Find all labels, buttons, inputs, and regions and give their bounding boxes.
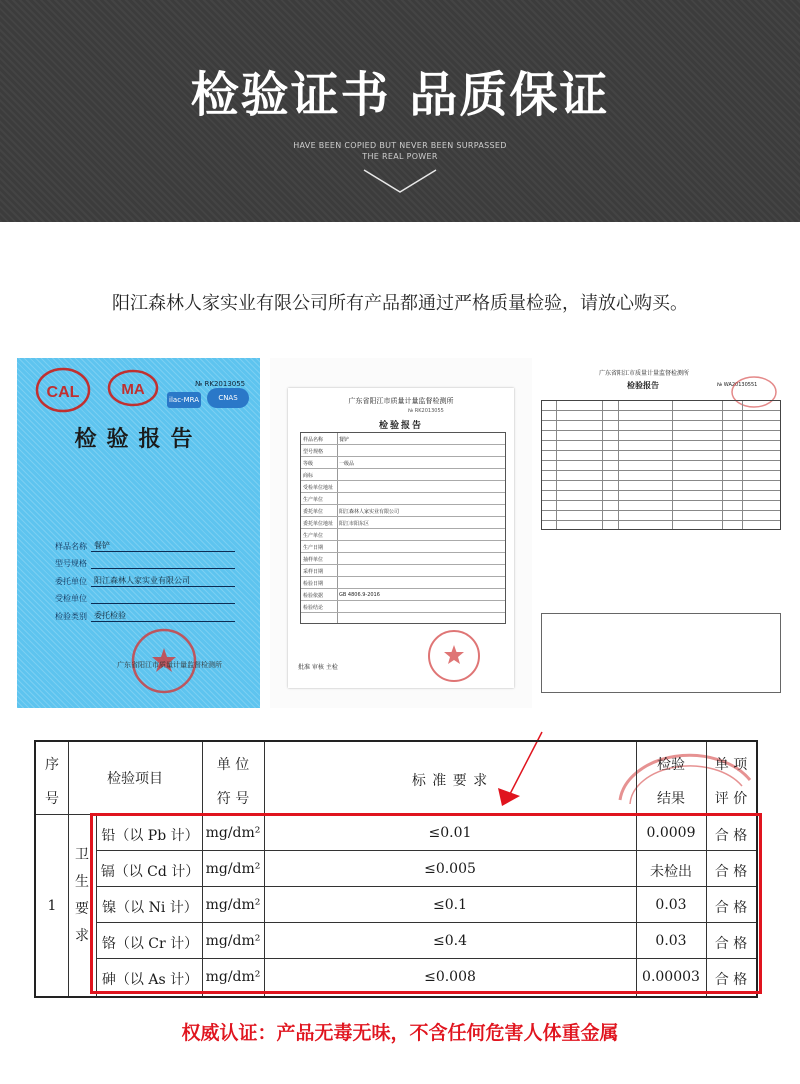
- header-verdict: 单 项 评 价: [714, 757, 748, 807]
- report-row: 检验结论: [301, 601, 505, 613]
- cal-badge-icon: [35, 366, 91, 418]
- certificate-results-page: [539, 358, 784, 708]
- header-banner: [0, 0, 800, 222]
- report-field: 样品名称 餐铲: [55, 534, 235, 552]
- report-row: 检验依据 GB 4806.9-2016: [301, 589, 505, 601]
- inspection-table: 序 号 检验项目 单 位 符 号 标 准 要 求 检验 结果 单 项 评 价 1 卫 生 要 求 铅（以 Pb 计） mg/dm² ≤0.01 0.0009 合 格 镉（以 Cd 计） mg/dm² ≤0.005 未检出 合 格 镍（以 Ni 计） mg/dm² ≤0.1 0.03 合 格 铬（以 Cr 计） mg/dm² ≤0.4 0.03 合 格 砷（以 As 计） mg/dm² ≤0.008 0.00003 合 格: [34, 740, 758, 998]
- report-fields: [55, 534, 235, 622]
- header-result: 检验 结果: [657, 757, 685, 807]
- banner-subtitle-line1: HAVE BEEN COPIED BUT NEVER BEEN SURPASSED: [293, 141, 507, 150]
- cma-badge-icon: [105, 364, 161, 416]
- report-card: [288, 388, 514, 688]
- report-row: 检验日期: [301, 577, 505, 589]
- header-item: 检验项目: [107, 771, 163, 787]
- report-org: 广东省阳江市质量计量监督检测所: [348, 397, 454, 405]
- highlight-box: [90, 813, 762, 994]
- report-title: 检验报告: [627, 381, 659, 390]
- report-org: 广东省阳江市质量计量监督检测所: [599, 370, 690, 377]
- ilac-mark: ilac-MRA: [167, 392, 201, 408]
- cnas-mark: CNAS: [207, 388, 249, 408]
- report-field: 受检单位: [55, 587, 235, 605]
- report-row: 抽样单位: [301, 553, 505, 565]
- group-label: 卫 生 要 求: [75, 847, 89, 944]
- group-number: 1: [47, 898, 57, 914]
- header-unit: 单 位 符 号: [216, 757, 250, 807]
- report-row: 等级 一级品: [301, 457, 505, 469]
- report-row: 委托单位 阳江森林人家实业有限公司: [301, 505, 505, 517]
- banner-title: 检验证书 品质保证: [190, 67, 610, 123]
- report-row: 样品名称 餐铲: [301, 433, 505, 445]
- certificate-report-page: [270, 358, 532, 708]
- footer-claim: 权威认证：产品无毒无味，不含任何危害人体重金属: [181, 1022, 619, 1044]
- cma-badge-text: MA: [121, 381, 145, 398]
- banner-subtitle-line2: THE REAL POWER: [362, 152, 438, 161]
- header-standard: 标 准 要 求: [411, 773, 489, 789]
- report-row: 委托单位地址 阳江市阳东区: [301, 517, 505, 529]
- report-row: 型号规格: [301, 445, 505, 457]
- seal-stamp-icon: [426, 628, 482, 684]
- remarks-box: [541, 613, 781, 693]
- report-row: 生产日期: [301, 541, 505, 553]
- report-title: 检验报告: [378, 421, 423, 431]
- report-number: № RK2013055: [408, 408, 444, 414]
- chevron-down-icon: [362, 166, 438, 196]
- report-field: 委托单位 阳江森林人家实业有限公司: [55, 569, 235, 587]
- report-title: 检验报告: [74, 427, 203, 452]
- certificate-blue-cover: [17, 358, 260, 708]
- results-table-thumbnail: [541, 400, 781, 530]
- header-seq: 序 号: [45, 757, 59, 807]
- report-field: 检验类别 委托检验: [55, 604, 235, 622]
- issuer-text: 广东省阳江市质量计量监督检测所: [117, 661, 222, 669]
- report-number: № WA20130551: [717, 382, 758, 388]
- report-grid: [300, 432, 506, 624]
- report-field: 型号规格: [55, 552, 235, 570]
- report-row: 生产单位: [301, 529, 505, 541]
- report-number: № RK2013055: [195, 380, 246, 388]
- cal-badge-text: CAL: [46, 384, 80, 401]
- report-row: 生产单位: [301, 493, 505, 505]
- report-row: 受检单位地址: [301, 481, 505, 493]
- report-row: 采样日期: [301, 565, 505, 577]
- intro-text: 阳江森林人家实业有限公司所有产品都通过严格质量检验，请放心购买。: [112, 293, 688, 314]
- signature-line: 批准 审核 主检: [298, 664, 338, 671]
- report-row: 商标: [301, 469, 505, 481]
